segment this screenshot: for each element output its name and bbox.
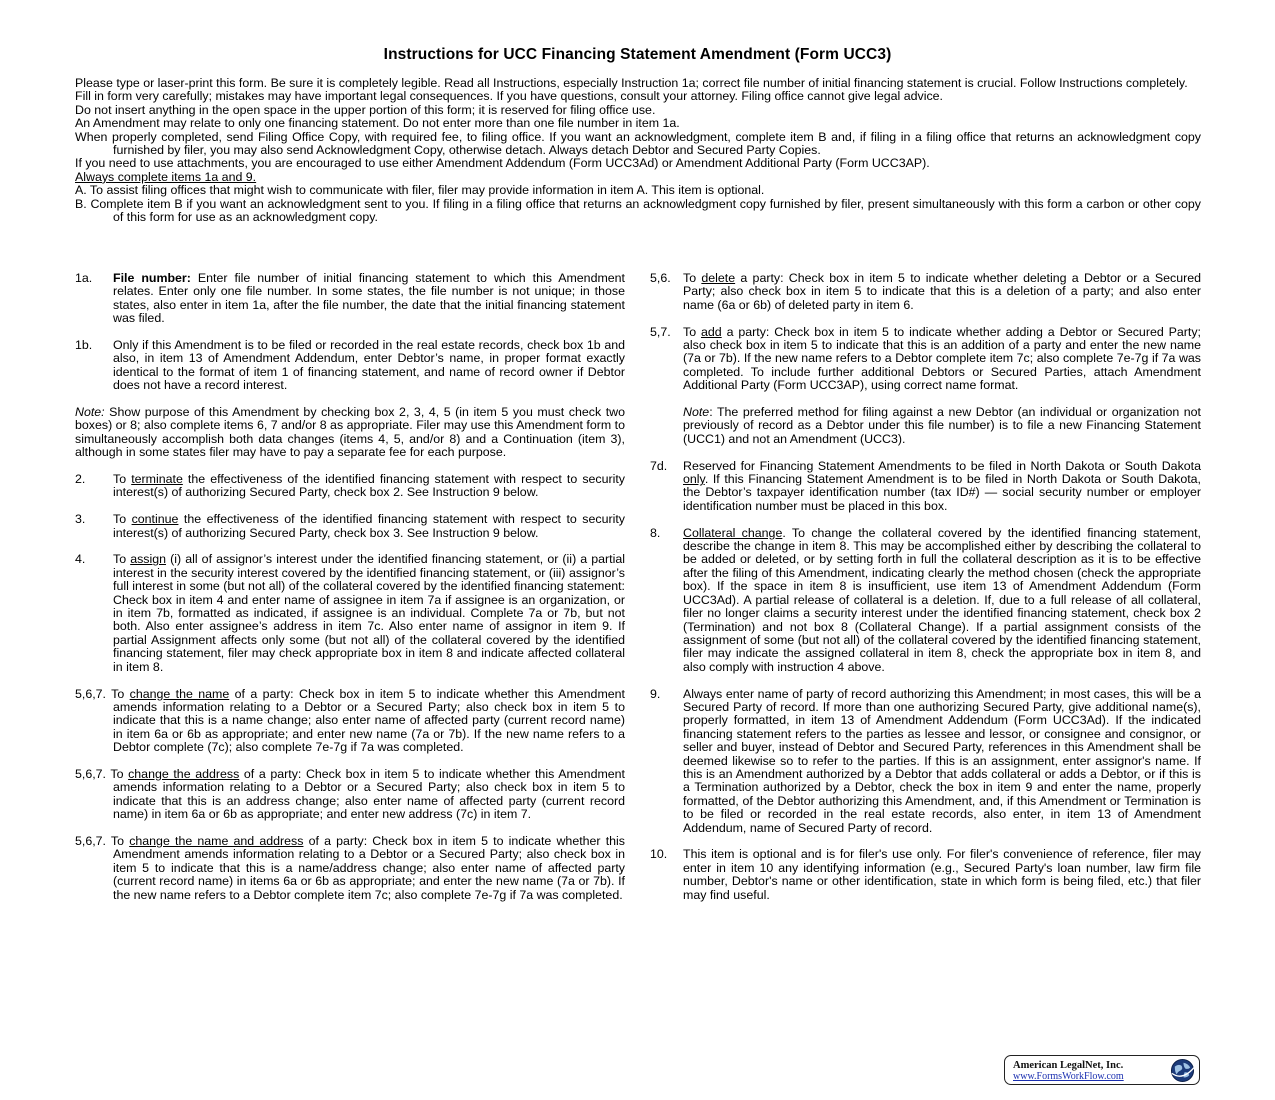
item-number: 2. bbox=[75, 472, 86, 487]
intro-paragraph: An Amendment may relate to only one financing statement. Do not enter more than one file number in item 1a. bbox=[75, 116, 680, 131]
instruction-8: 8. Collateral change. To change the collateral covered by the identified financing statement, describe the change in item 8. This may be accomplished either by describing the collateral to be added or deleted, or by setting forth in full the collateral description as it is to be effective after the filing of this Amendment, indicating clearly the method chosen (check the appropriate box). If the space in item 8 is insufficient, use item 13 of Amendment Addendum (Form UCC3Ad). A partial release of collateral is a deletion. If, due to a full release of all collateral, filer no longer claims a security interest under the identified financing statement, check box 2 (Termination) and not box 8 (Collateral Change). If a partial assignment consists of the assignment of some (but not all) of the collateral covered by the identified financing statement, filer may indicate the assigned collateral in item 8, check the appropriate box in item 8, and also comply with instruction 4 above. bbox=[650, 525, 1201, 674]
instruction-567-change-name: 5,6,7. To change the name of a party: Check box in item 5 to indicate whether this Amendment amends information relating to a Debtor or a Secured Party; also check box in item 5 to indicate that this is a name change; also enter name of affected party (current record name) in item 6a or 6b as appropriate; and enter new name (7a or 7b). If the new name refers to a Debtor complete (7c); also complete 7e-7g if 7a was completed. bbox=[75, 686, 625, 755]
instruction-9: 9. Always enter name of party of record authorizing this Amendment; in most cases, this will be a Secured Party of record. If more than one authorizing Secured Party, give additional name(s), properly formatted, in item 13 of Amendment Addendum (Form UCC3Ad). If the indicated financing statement refers to the parties as lessee and lessor, or consignee and consignor, or seller and buyer, instead of Debtor and Secured Party, references in this Amendment shall be deemed likewise so to refer to the parties. If this is an assignment, enter assignor's name. If this is an Amendment authorized by a Debtor that adds collateral or adds a Debtor, or if this is a Termination authorized by a Debtor, check the box in item 9 and enter the name, properly formatted, of the Debtor authorizing this Amendment, and, if this Amendment or Termination is to be filed or recorded in the real estate records, also enter, in item 13 of Amendment Addendum, name of Secured Party of record. bbox=[650, 686, 1201, 835]
instruction-1b: 1b. Only if this Amendment is to be filed or recorded in the real estate records, check box 1b and also, in item 13 of Amendment Addendum, enter Debtor’s name, in proper format exactly identical to the format of item 1 of financing statement, and name of record owner if Debtor does not have a record interest. bbox=[75, 338, 625, 393]
right-note: Note: The preferred method for filing against a new Debtor (an individual or organization not previously of record as a Debtor under this file number) is to file a new Financing Statement (UCC1) and not an Amendment (UCC3). bbox=[683, 405, 1201, 446]
instruction-56-delete: 5,6. To delete a party: Check box in item 5 to indicate whether deleting a Debtor or a Secured Party; also check box in item 5 to indicate that this is a deletion of a party; and also enter name (6a or 6b) of deleted party in item 6. bbox=[650, 271, 1201, 312]
logo-website-link[interactable]: www.FormsWorkFlow.com bbox=[1013, 1071, 1124, 1082]
item-number: 1a. bbox=[75, 271, 93, 285]
intro-paragraph: When properly completed, send Filing Office Copy, with required fee, to filing office. If you want an acknowledgment, complete item B and, if filing in a filing office that returns an acknowledgment copy furnished by filer, you may also send Acknowledgment Copy, otherwise detach. Always detach Debtor and Secured Party Copies. bbox=[75, 129, 1201, 158]
instruction-567-change-address: 5,6,7. To change the address of a party: Check box in item 5 to indicate whether this Amendment amends information relating to a Debtor or a Secured Party; also check box in item 5 to indicate that this is an address change; also enter name of affected party (current record name) in item 6a or 6b as appropriate; and enter new address (7c) in item 7. bbox=[75, 766, 626, 822]
instruction-4: 4. To assign (i) all of assignor’s interest under the identified financing statement, or (ii) a partial interest in the security interest covered by the identified financing statement, or (iii) assignor’s full interest in some (but not all) of the collateral covered by the identified financing statement: Check box in item 4 and enter name of assignee in item 7a if assignee is an organization, or in item 7b, formatted as indicated, if assignee is an individual. Complete 7a or 7b, but not both. Also enter assignee’s address in item 7c. Also enter name of assignor in item 9. If partial Assignment affects only some (but not all) of the collateral covered by the identified financing statement, filer may check appropriate box in item 8 and indicate affected collateral in item 8. bbox=[75, 552, 626, 674]
intro-item-b: B. Complete item B if you want an acknowledgment sent to you. If filing in a filing office that returns an acknowledgment copy furnished by filer, present simultaneously with this form a carbon or other copy of this form for use as an acknowledgment copy. bbox=[75, 196, 1201, 225]
intro-item-a: A. To assist filing offices that might wish to communicate with filer, filer may provide information in item A. This item is optional. bbox=[75, 183, 765, 198]
globe-icon bbox=[1170, 1058, 1195, 1083]
instruction-7d: 7d. Reserved for Financing Statement Amendments to be filed in North Dakota or South Dakota only. If this Financing Statement Amendment is to be filed in North Dakota or South Dakota, the Debtor’s taxpayer identification number (tax ID#) — social security number or employer identification number must be placed in this box. bbox=[650, 458, 1201, 513]
instruction-57-add: 5,7. To add a party: Check box in item 5 to indicate whether adding a Debtor or Secured Party; also check box in item 5 to indicate that this is an addition of a party and enter the new name (7a or 7b). If the new name refers to a Debtor complete item 7c; also complete 7e-7g if 7a was completed. To include further additional Debtors or Secured Parties, attach Amendment Additional Party (Form UCC3AP), using correct name format. bbox=[650, 324, 1201, 393]
item-number: 4. bbox=[75, 552, 86, 567]
logo-company-name: American LegalNet, Inc. bbox=[1013, 1060, 1124, 1071]
american-legalnet-logo[interactable] bbox=[1004, 1055, 1200, 1085]
always-complete-note: Always complete items 1a and 9. bbox=[75, 169, 257, 184]
item-number: 5,7. bbox=[650, 324, 671, 339]
intro-paragraph: Fill in form very carefully; mistakes may have important legal consequences. If you have questions, consult your attorney. Filing office cannot give legal advice. bbox=[75, 89, 944, 104]
right-column bbox=[650, 272, 1201, 902]
intro-paragraph: Please type or laser-print this form. Be sure it is completely legible. Read all Instructions, especially Instruction 1a; correct file number of initial financing statement is crucial. Follow Instructions completely. bbox=[75, 76, 1188, 90]
instruction-2: 2. To terminate the effectiveness of the identified financing statement with respect to security interest(s) of authorizing Secured Party, check box 2. See Instruction 9 below. bbox=[75, 472, 626, 500]
item-number: 10. bbox=[650, 847, 668, 862]
left-note: Note: Show purpose of this Amendment by checking box 2, 3, 4, 5 (in item 5 you must check two boxes) or 8; also complete items 6, 7 and/or 8 as appropriate. Filer may use this Amendment form to simultaneously accomplish both data changes (items 4, 5, and/or 8) and a Continuation (item 3), although in some states filer may have to pay a separate fee for each purpose. bbox=[75, 405, 625, 460]
intro-paragraph: Do not insert anything in the open space in the upper portion of this form; it is reserved for filing office use. bbox=[75, 102, 656, 117]
item-number: 5,6. bbox=[650, 271, 671, 285]
item-number: 3. bbox=[75, 512, 86, 527]
instruction-10: 10. This item is optional and is for filer's use only. For filer's convenience of reference, filer may enter in item 10 any identifying information (e.g., Secured Party's loan number, law firm file number, Debtor's name or other identification, state in which form is being filed, etc.) that filer may find useful. bbox=[650, 847, 1201, 902]
document-title: Instructions for UCC Financing Statement Amendment (Form UCC3) bbox=[383, 46, 892, 63]
item-number: 8. bbox=[650, 525, 661, 540]
item-number: 9. bbox=[650, 686, 661, 701]
item-label: File number: bbox=[113, 271, 191, 285]
instruction-3: 3. To continue the effectiveness of the identified financing statement with respect to security interest(s) of authorizing Secured Party, check box 3. See Instruction 9 below. bbox=[75, 512, 625, 540]
item-number: 1b. bbox=[75, 338, 93, 353]
left-column bbox=[75, 272, 625, 902]
intro-section bbox=[75, 77, 1201, 224]
instruction-567-change-name-address: 5,6,7. To change the name and address of a party: Check box in item 5 to indicate whether this Amendment amends information relating to a Debtor or a Secured Party; also check box in item 5 to indicate that this is a name/address change; also enter name of affected party (current record name) in items 6a or 6b as appropriate; and enter the new name (7a or 7b). If the new name refers to a Debtor complete item 7c; also complete 7e-7g if 7a was completed. bbox=[75, 833, 625, 902]
item-number: 7d. bbox=[650, 458, 668, 473]
intro-paragraph: If you need to use attachments, you are encouraged to use either Amendment Addendum (Form UCC3Ad) or Amendment Additional Party (Form UCC3AP). bbox=[75, 156, 930, 171]
instruction-1a: 1a. File number: Enter file number of initial financing statement to which this Amendment relates. Enter only one file number. In some states, the file number is not unique; in those states, also enter in item 1a, after the file number, the date that the initial financing statement was filed. bbox=[75, 271, 626, 326]
